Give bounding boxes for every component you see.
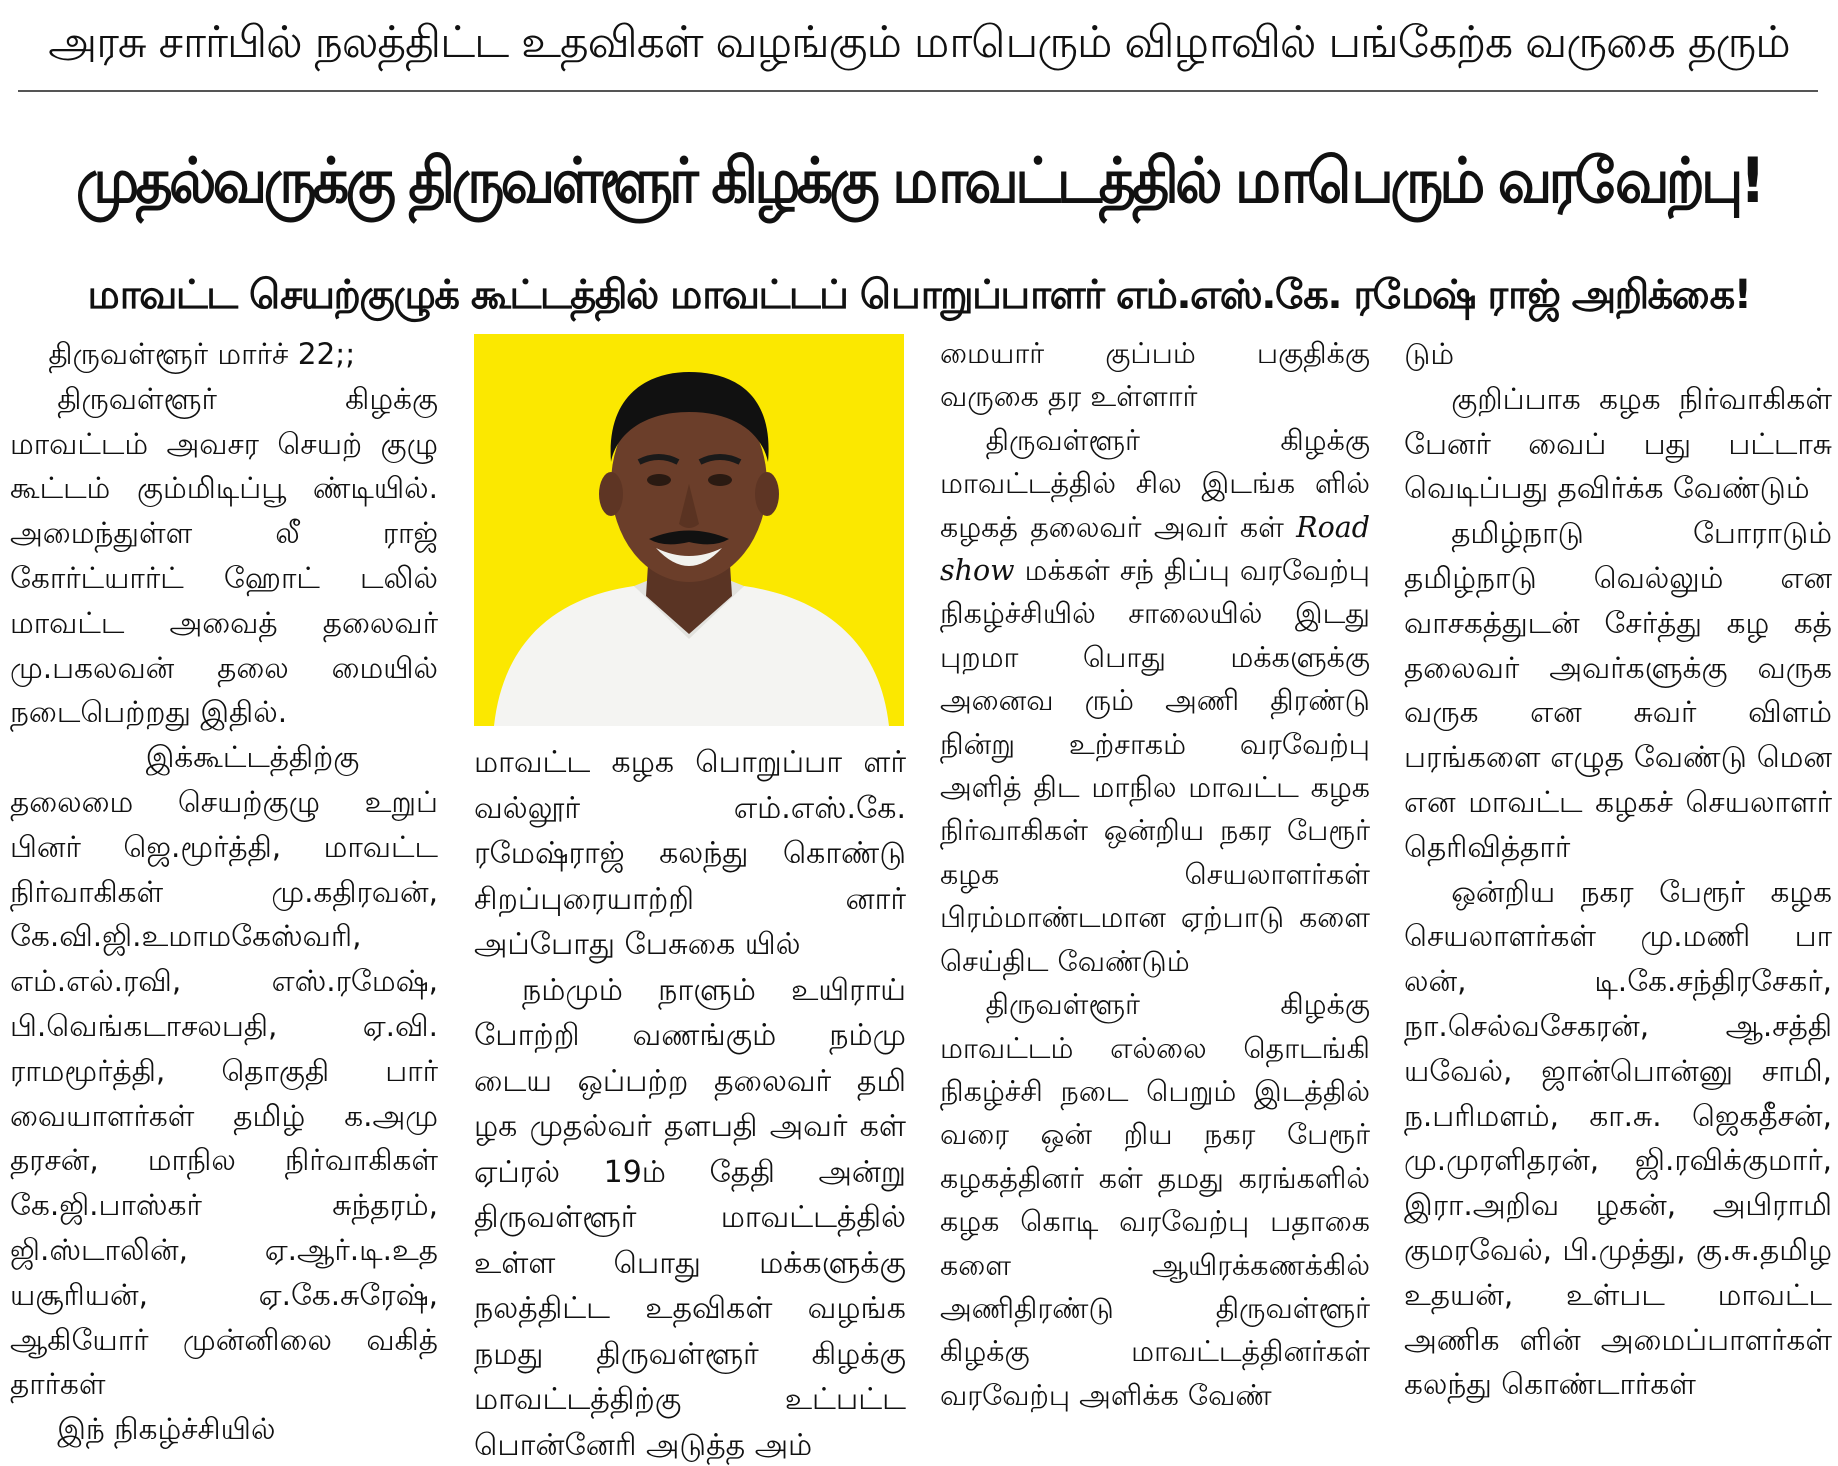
portrait-image: [474, 334, 904, 726]
body-paragraph: மாவட்ட கழக பொறுப்பா ளர் வல்லூர் எம்.எஸ்.கே. ரமேஷ்ராஜ் கலந்து கொண்டு சிறப்புரையாற்றி னார் அப்போது பேசுகை யில்: [474, 745, 906, 962]
dateline: திருவள்ளூர் மார்ச் 22;;: [48, 337, 356, 371]
body-paragraph: டும்: [1404, 337, 1455, 371]
body-paragraph: குறிப்பாக கழக நிர்வாகிகள் பேனர் வைப் பது பட்டாசு வெடிப்பது தவிர்க்க வேண்டும்: [1404, 381, 1832, 506]
portrait-photo: [474, 334, 904, 726]
article-kicker: அரசு சார்பில் நலத்திட்ட உதவிகள் வழங்கும் மாபெரும் விழாவில் பங்கேற்க வருகை தரும்: [48, 17, 1790, 68]
body-paragraph: தமிழ்நாடு போராடும் தமிழ்நாடு வெல்லும் என வாசகத்துடன் சேர்த்து கழ கத் தலைவர் அவர்களுக்கு வருக வருக என சுவர் விளம் பரங்களை எழுத வேண்டு மென என மாவட்ட கழகச் செயலாளர் தெரிவித்தார்: [1404, 516, 1832, 864]
body-text: திருவள்ளூர் கிழக்கு மாவட்டத்தில் சில இடங்க ளில் கழகத் தலைவர் அவர் கள்: [940, 423, 1370, 544]
kicker-divider: [18, 90, 1818, 92]
article-headline: முதல்வருக்கு திருவள்ளூர் கிழக்கு மாவட்டத்தில் மாபெரும் வரவேற்பு!: [75, 144, 1763, 217]
article-column-1: [10, 332, 438, 1466]
body-paragraph: நம்மும் நாளும் உயிராய் போற்றி வணங்கும் நம்மு டைய ஒப்பற்ற தலைவர் தமி ழக முதல்வர் தளபதி அவர் கள் ஏப்ரல் 19ம் தேதி அன்று திருவள்ளூர் மாவட்டத்தில் உள்ள பொது மக்களுக்கு நலத்திட்ட உதவிகள் வழங்க நமது திருவள்ளூர் கிழக்கு மாவட்டத்திற்கு உட்பட்ட பொன்னேரி அடுத்த அம்: [474, 972, 906, 1463]
body-text: மக்கள் சந் திப்பு வரவேற்பு நிகழ்ச்சியில் சாலையில் இடது புறமா பொது மக்களுக்கு அனைவ ரும் அணி திரண்டு நின்று உற்சாகம் வரவேற்பு அளித் திட மாநில மாவட்ட கழக நிர்வாகிகள் ஒன்றிய நகர பேரூர் கழக செயலாளர்கள் பிரம்மாண்டமான ஏற்பாடு களை செய்திட வேண்டும்: [940, 554, 1370, 978]
road-show-text: Road show: [940, 510, 1370, 588]
body-paragraph: மையார் குப்பம் பகுதிக்கு வருகை தர உள்ளார்: [940, 337, 1370, 414]
body-paragraph: இக்கூட்டத்திற்கு தலைமை செயற்குழு உறுப் பினர் ஜெ.மூர்த்தி, மாவட்ட நிர்வாகிகள் மு.கதிரவன், கே.வி.ஜி.உமாமகேஸ்வரி, எம்.எல்.ரவி, எஸ்.ரமேஷ், பி.வெங்கடாசலபதி, ஏ.வி. ராமமூர்த்தி, தொகுதி பார் வையாளர்கள் தமிழ் க.அமு தரசன், மாநில நிர்வாகிகள் கே.ஜி.பாஸ்கர் சுந்தரம், ஜி.ஸ்டாலின், ஏ.ஆர்.டி.உத யசூரியன், ஏ.கே.சுரேஷ், ஆகியோர் முன்னிலை வகித் தார்கள்: [10, 740, 438, 1402]
article-column-3: [940, 332, 1370, 1466]
article-subhead: மாவட்ட செயற்குழுக் கூட்டத்தில் மாவட்டப் பொறுப்பாளர் எம்.எஸ்.கே. ரமேஷ் ராஜ் அறிக்கை!: [87, 272, 1751, 318]
body-paragraph: இந் நிகழ்ச்சியில்: [57, 1412, 276, 1447]
body-paragraph: ஒன்றிய நகர பேரூர் கழக செயலாளர்கள் மு.மணி பா லன், டி.கே.சந்திரசேகர், நா.செல்வசேகரன், ஆ.சத்தி யவேல், ஜான்பொன்னு சாமி, ந.பரிமளம், கா.சு. ஜெகதீசன், மு.முரளிதரன், ஜி.ரவிக்குமார், இரா.அறிவ ழகன், அபிராமி குமரவேல், பி.முத்து, கு.சு.தமிழ உதயன், உள்பட மாவட்ட அணிக ளின் அமைப்பாளர்கள் கலந்து கொண்டார்கள்: [1404, 874, 1832, 1402]
body-paragraph: [940, 419, 1370, 983]
body-paragraph: திருவள்ளூர் கிழக்கு மாவட்டம் அவசர செயற் குழு கூட்டம் கும்மிடிப்பூ ண்டியில். அமைந்துள்ள லீ ராஜ் கோர்ட்யார்ட் ஹோட் டலில் மாவட்ட அவைத் தலைவர் மு.பகலவன் தலை மையில் நடைபெற்றது இதில்.: [10, 381, 438, 730]
article-column-2: [474, 740, 906, 1466]
body-paragraph: திருவள்ளூர் கிழக்கு மாவட்டம் எல்லை தொடங்கி நிகழ்ச்சி நடை பெறும் இடத்தில் வரை ஒன் றிய நகர பேரூர் கழகத்தினர் கள் தமது கரங்களில் கழக கொடி வரவேற்பு பதாகை களை ஆயிரக்கணக்கில் அணிதிரண்டு திருவள்ளூர் கிழக்கு மாவட்டத்தினர்கள் வரவேற்பு அளிக்க வேண்: [940, 988, 1370, 1412]
article-column-4: [1404, 332, 1832, 1466]
